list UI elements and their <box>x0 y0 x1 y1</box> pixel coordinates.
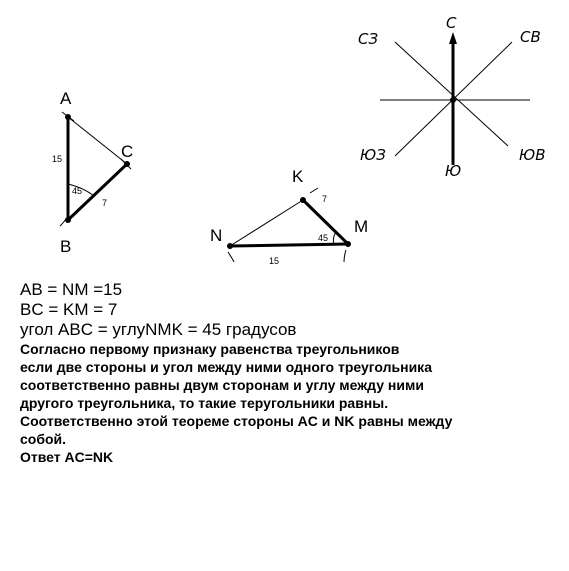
equation-bc-km: BC = KM = 7 <box>20 300 118 319</box>
tick-k <box>310 188 318 193</box>
explanation-line: другого треугольника, то такие теругольники равны. <box>20 395 389 411</box>
label-a: A <box>60 89 72 108</box>
explanation-line: соответственно равны двум сторонам и углу между ними <box>20 377 424 393</box>
explanation-line: собой. <box>20 431 67 447</box>
compass-northwest-label: СЗ <box>358 30 379 48</box>
label-m: M <box>354 217 369 236</box>
label-n: N <box>210 226 223 245</box>
tick-m <box>344 250 346 262</box>
triangle-abc <box>52 89 133 256</box>
tick-n <box>228 252 234 262</box>
explanation-line: Соответственно этой теореме стороны AC и NK равны между <box>20 413 453 429</box>
equation-angles: угол ABC = углуNMK = 45 градусов <box>20 320 297 339</box>
vertex-c <box>124 161 130 167</box>
compass-south-label: Ю <box>445 162 462 180</box>
vertex-m <box>345 241 351 247</box>
side-ac <box>68 117 127 164</box>
side-km-length: 7 <box>322 194 328 204</box>
side-ab-length: 15 <box>52 154 63 164</box>
vertex-b <box>65 217 71 223</box>
compass-northeast-label: СВ <box>520 28 541 46</box>
label-c: C <box>121 142 134 161</box>
answer: Ответ AC=NK <box>20 449 114 465</box>
label-k: K <box>292 167 304 186</box>
side-bc-length: 7 <box>102 198 108 208</box>
compass-center <box>450 97 456 103</box>
compass-rose <box>358 14 545 180</box>
solution-text <box>20 280 560 466</box>
vertex-k <box>300 197 306 203</box>
compass-southwest-label: ЮЗ <box>360 146 386 164</box>
angle-b-value: 45 <box>72 186 83 196</box>
side-nm-length: 15 <box>269 256 280 266</box>
explanation-line: если две стороны и угол между ними одного треугольника <box>20 359 432 375</box>
side-nk <box>230 200 303 246</box>
compass-north-label: С <box>446 14 457 32</box>
triangle-nkm <box>210 167 368 266</box>
vertex-n <box>227 243 233 249</box>
label-b: B <box>60 237 72 256</box>
equation-ab-nm: AB = NM =15 <box>20 280 123 299</box>
explanation <box>20 340 560 448</box>
explanation-line: Согласно первому признаку равенства треугольников <box>20 341 400 357</box>
north-arrow-icon <box>449 32 457 44</box>
angle-m-value: 45 <box>318 233 329 243</box>
compass-southeast-label: ЮВ <box>519 146 546 164</box>
vertex-a <box>65 114 71 120</box>
side-nm <box>230 244 348 246</box>
